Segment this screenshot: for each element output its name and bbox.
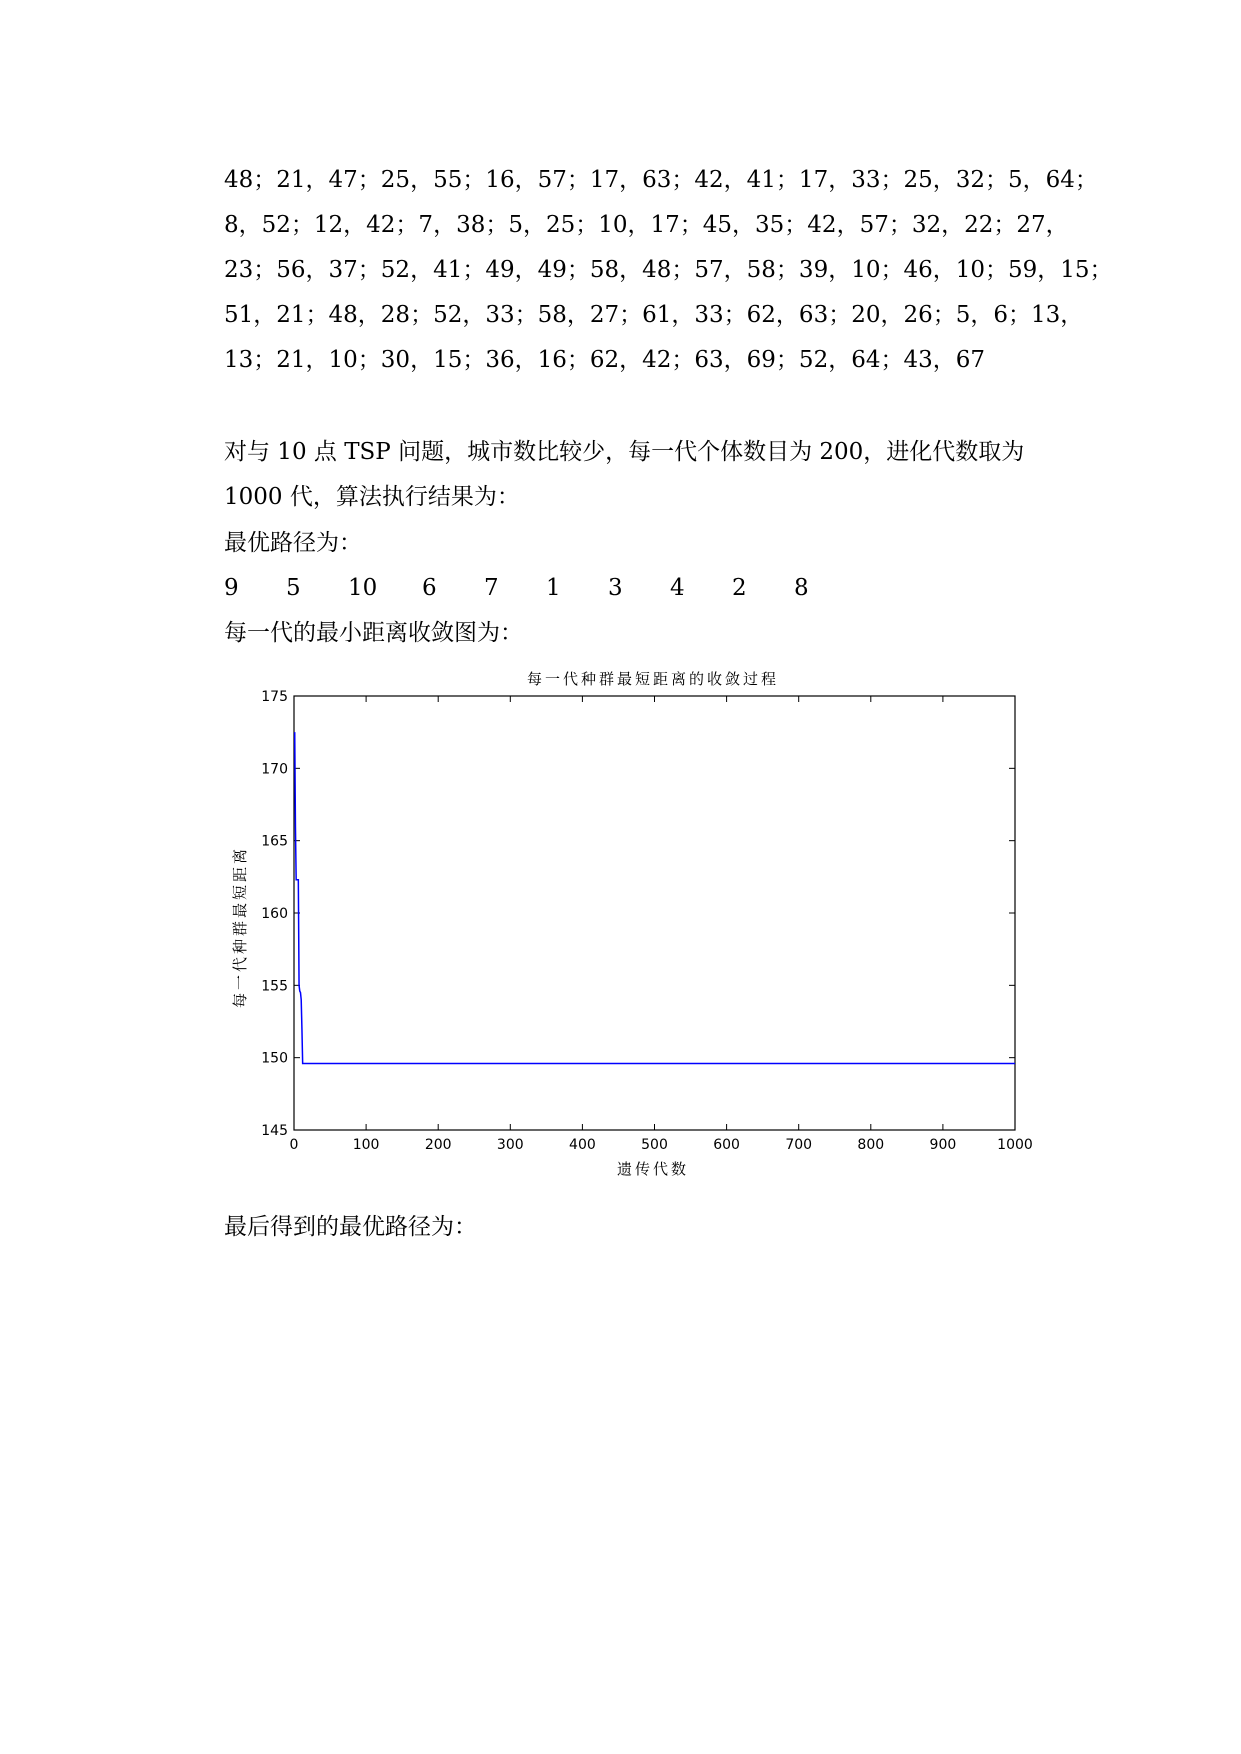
route-node: 5 xyxy=(286,575,301,601)
coords-line-5: 13；21，10；30，15；36，16；62，42；63，69；52，64；43，67 xyxy=(224,347,985,373)
final-path-label: 最后得到的最优路径为： xyxy=(224,1214,477,1240)
y-tick-label: 155 xyxy=(261,978,288,995)
series-line xyxy=(295,732,1015,1063)
route-node: 4 xyxy=(670,575,685,601)
chart-series xyxy=(295,732,1015,1063)
chart-y-axis-label: 每一代种群最短距离 xyxy=(231,845,249,1009)
route-node: 1 xyxy=(546,575,561,601)
x-tick-label: 800 xyxy=(857,1137,885,1153)
y-tick-label: 150 xyxy=(261,1050,288,1067)
y-tick-label: 145 xyxy=(261,1123,288,1139)
route-node: 7 xyxy=(484,575,499,601)
best-path-label: 最优路径为： xyxy=(224,530,362,556)
coords-line-2: 8，52；12，42；7，38；5，25；10，17；45，35；42，57；32，22；27， xyxy=(224,212,1069,238)
chart-axes xyxy=(261,689,1033,1153)
convergence-chart xyxy=(225,662,1045,1182)
x-tick-label: 300 xyxy=(496,1137,524,1153)
x-tick-label: 900 xyxy=(929,1137,957,1153)
plot-frame xyxy=(294,696,1015,1130)
route-node: 6 xyxy=(422,575,437,601)
coords-line-4: 51，21；48，28；52，33；58，27；61，33；62，63；20，26；5，6；13， xyxy=(224,302,1084,328)
x-tick-label: 100 xyxy=(352,1137,380,1153)
x-tick-label: 1000 xyxy=(997,1137,1033,1153)
y-tick-label: 165 xyxy=(261,833,288,850)
x-tick-label: 700 xyxy=(785,1137,813,1153)
y-tick-label: 160 xyxy=(261,906,288,922)
y-tick-label: 175 xyxy=(261,689,288,705)
chart-x-axis-label: 遗传代数 xyxy=(616,1160,690,1178)
route-node: 2 xyxy=(732,575,747,601)
paragraph-line-1: 对与 10 点 TSP 问题，城市数比较少，每一代个体数目为 200，进化代数取为 xyxy=(224,439,1025,465)
coords-line-3: 23；56，37；52，41；49，49；58，48；57，58；39，10；46，10；59，15； xyxy=(224,257,1113,283)
x-tick-label: 400 xyxy=(569,1137,596,1153)
coords-line-1: 48；21，47；25，55；16，57；17，63；42，41；17，33；25，32；5，64； xyxy=(224,167,1098,193)
y-tick-label: 170 xyxy=(261,761,288,778)
x-tick-label: 200 xyxy=(424,1137,452,1153)
route-node: 3 xyxy=(608,575,623,601)
chart-title: 每一代种群最短距离的收敛过程 xyxy=(526,670,780,688)
convergence-label: 每一代的最小距离收敛图为： xyxy=(224,620,523,646)
x-tick-label: 0 xyxy=(289,1137,299,1153)
paragraph-line-2: 1000 代，算法执行结果为： xyxy=(224,484,520,510)
x-tick-label: 500 xyxy=(641,1137,668,1153)
x-tick-label: 600 xyxy=(713,1137,740,1153)
route-node: 10 xyxy=(348,575,378,601)
route-node: 9 xyxy=(224,575,239,601)
route-node: 8 xyxy=(794,575,809,601)
